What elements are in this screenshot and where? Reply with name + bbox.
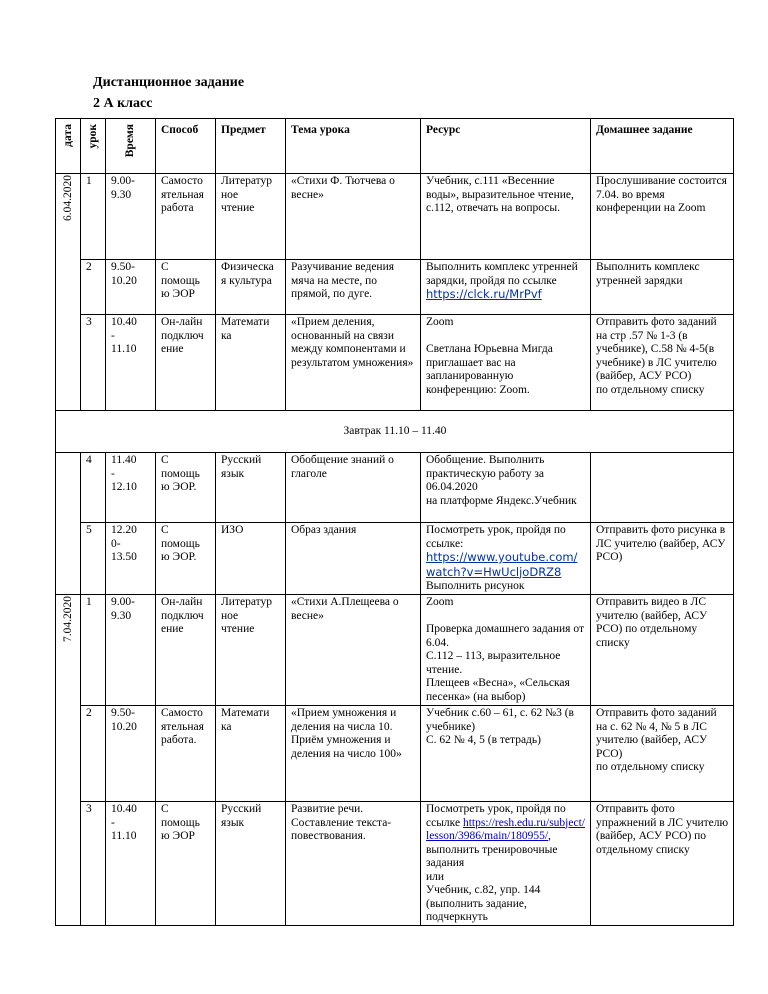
- lesson-resource: [421, 174, 591, 260]
- header-homework: Домашнее задание: [591, 119, 734, 174]
- resource-text: Посмотреть урок, пройдя по ссылке:: [426, 524, 566, 550]
- title-line-1: Дистанционное задание: [93, 75, 245, 90]
- lesson-method: С помощь ю ЭОР.: [156, 523, 216, 595]
- lesson-resource: Zoom Светлана Юрьевна Мигда приглашает вас на запланированную конференцию: Zoom.: [421, 315, 591, 411]
- table-row: [56, 453, 734, 523]
- breakfast-label: Завтрак 11.10 – 11.40: [56, 411, 734, 453]
- lesson-topic: «Прием деления, основанный на связи между компонентами и результатом умножения»: [286, 315, 421, 411]
- date-cell-day1: 6.04.2020: [56, 174, 81, 411]
- table-row: [56, 174, 734, 260]
- document-title: [93, 72, 244, 114]
- lesson-number: 2: [81, 706, 106, 802]
- resource-link[interactable]: https://clck.ru/MrPvf: [426, 287, 542, 301]
- lesson-time: 10.40 - 11.10: [106, 802, 156, 926]
- title-line-2: 2 А класс: [93, 96, 153, 111]
- lesson-topic: «Стихи Ф. Тютчева о весне»: [286, 174, 421, 260]
- lesson-topic: Разучивание ведения мяча на месте, по прямой, по дуге.: [286, 260, 421, 315]
- lesson-method: С помощь ю ЭОР: [156, 802, 216, 926]
- table-row: [56, 315, 734, 411]
- lesson-homework: Отправить фото заданий на стр .57 № 1-3 (в учебнике), С.58 № 4-5(в учебнике) в ЛС учителю (вайбер, АСУ РСО) по отдельному списку: [591, 315, 734, 411]
- lesson-number: 4: [81, 453, 106, 523]
- lesson-method: С помощь ю ЭОР.: [156, 453, 216, 523]
- break-row: [56, 411, 734, 453]
- lesson-resource: [421, 802, 591, 926]
- lesson-time: 10.40 - 11.10: [106, 315, 156, 411]
- lesson-homework: Отправить видео в ЛС учителю (вайбер, АСУ РСО) по отдельному списку: [591, 595, 734, 706]
- lesson-time: 9.50- 10.20: [106, 260, 156, 315]
- date-cell-empty: [56, 453, 81, 523]
- date-cell-day2: 7.04.2020: [56, 595, 81, 926]
- header-lesson: урок: [81, 119, 106, 174]
- header-time: Время: [106, 119, 156, 174]
- resource-text-after: Выполнить рисунок: [426, 580, 525, 592]
- resource-text: Посмотреть урок, пройдя по ссылке: [426, 803, 566, 829]
- header-method: Способ: [156, 119, 216, 174]
- schedule-table: [55, 118, 734, 926]
- lesson-resource: Учебник с.60 – 61, с. 62 №3 (в учебнике) С. 62 № 4, 5 (в тетрадь): [421, 706, 591, 802]
- lesson-number: 5: [81, 523, 106, 595]
- lesson-subject: Литератур ное чтение: [216, 174, 286, 260]
- table-row: [56, 706, 734, 802]
- lesson-topic: «Стихи А.Плещеева о весне»: [286, 595, 421, 706]
- table-row: [56, 802, 734, 926]
- date-cell-empty: [56, 523, 81, 595]
- lesson-number: 2: [81, 260, 106, 315]
- lesson-resource: [421, 523, 591, 595]
- lesson-number: 3: [81, 315, 106, 411]
- lesson-topic: Образ здания: [286, 523, 421, 595]
- lesson-homework: Выполнить комплекс утренней зарядки: [591, 260, 734, 315]
- resource-link[interactable]: https://resh.edu.ru/subject/lesson/3986/main/180955/: [426, 816, 585, 842]
- lesson-method: Самосто ятельная работа.: [156, 706, 216, 802]
- lesson-subject: Физическа я культура: [216, 260, 286, 315]
- header-subject: Предмет: [216, 119, 286, 174]
- lesson-topic: Обобщение знаний о глаголе: [286, 453, 421, 523]
- resource-text-after: , выполнить тренировочные задания или Учебник, с.82, упр. 144 (выполнить задание, подчеркнуть: [426, 830, 558, 923]
- lesson-subject: ИЗО: [216, 523, 286, 595]
- lesson-time: 9.00- 9.30: [106, 595, 156, 706]
- lesson-number: 3: [81, 802, 106, 926]
- lesson-subject: Математи ка: [216, 315, 286, 411]
- lesson-number: 1: [81, 174, 106, 260]
- lesson-topic: Развитие речи. Составление текста-повествования.: [286, 802, 421, 926]
- lesson-method: Он-лайн подключ ение: [156, 595, 216, 706]
- lesson-subject: Литератур ное чтение: [216, 595, 286, 706]
- resource-text: Выполнить комплекс утренней зарядки, пройдя по ссылке: [426, 261, 578, 287]
- lesson-homework: Отправить фото упражнений в ЛС учителю (вайбер, АСУ РСО) по отдельному списку: [591, 802, 734, 926]
- table-row: [56, 260, 734, 315]
- table-row: [56, 595, 734, 706]
- lesson-homework: [591, 453, 734, 523]
- lesson-subject: Русский язык: [216, 453, 286, 523]
- lesson-time: 9.50- 10.20: [106, 706, 156, 802]
- header-date: дата: [56, 119, 81, 174]
- table-row: [56, 523, 734, 595]
- lesson-method: Он-лайн подключ ение: [156, 315, 216, 411]
- lesson-time: 12.20 0- 13.50: [106, 523, 156, 595]
- lesson-homework: Отправить фото заданий на с. 62 № 4, № 5 в ЛС учителю (вайбер, АСУ РСО) по отдельному списку: [591, 706, 734, 802]
- lesson-homework: Прослушивание состоится 7.04. во время конференции на Zoom: [591, 174, 734, 260]
- lesson-resource: Обобщение. Выполнить практическую работу за 06.04.2020 на платформе Яндекс.Учебник: [421, 453, 591, 523]
- lesson-subject: Русский язык: [216, 802, 286, 926]
- lesson-number: 1: [81, 595, 106, 706]
- header-topic: Тема урока: [286, 119, 421, 174]
- lesson-method: Самосто ятельная работа: [156, 174, 216, 260]
- lesson-resource: Zoom Проверка домашнего задания от 6.04. С.112 – 113, выразительное чтение. Плещеев «Весна», «Сельская песенка» (на выбор): [421, 595, 591, 706]
- resource-text: Учебник, с.111 «Весенние воды», выразительное чтение, с.112, отвечать на вопросы.: [426, 175, 574, 214]
- lesson-method: С помощь ю ЭОР: [156, 260, 216, 315]
- lesson-resource: [421, 260, 591, 315]
- resource-link[interactable]: https://www.youtube.com/watch?v=HwUcljoDRZ8: [426, 550, 578, 579]
- lesson-homework: Отправить фото рисунка в ЛС учителю (вайбер, АСУ РСО): [591, 523, 734, 595]
- lesson-time: 11.40 - 12.10: [106, 453, 156, 523]
- lesson-time: 9.00- 9.30: [106, 174, 156, 260]
- lesson-topic: «Прием умножения и деления на числа 10. Приём умножения и деления на число 100»: [286, 706, 421, 802]
- header-resource: Ресурс: [421, 119, 591, 174]
- header-row: [56, 119, 734, 174]
- lesson-subject: Математи ка: [216, 706, 286, 802]
